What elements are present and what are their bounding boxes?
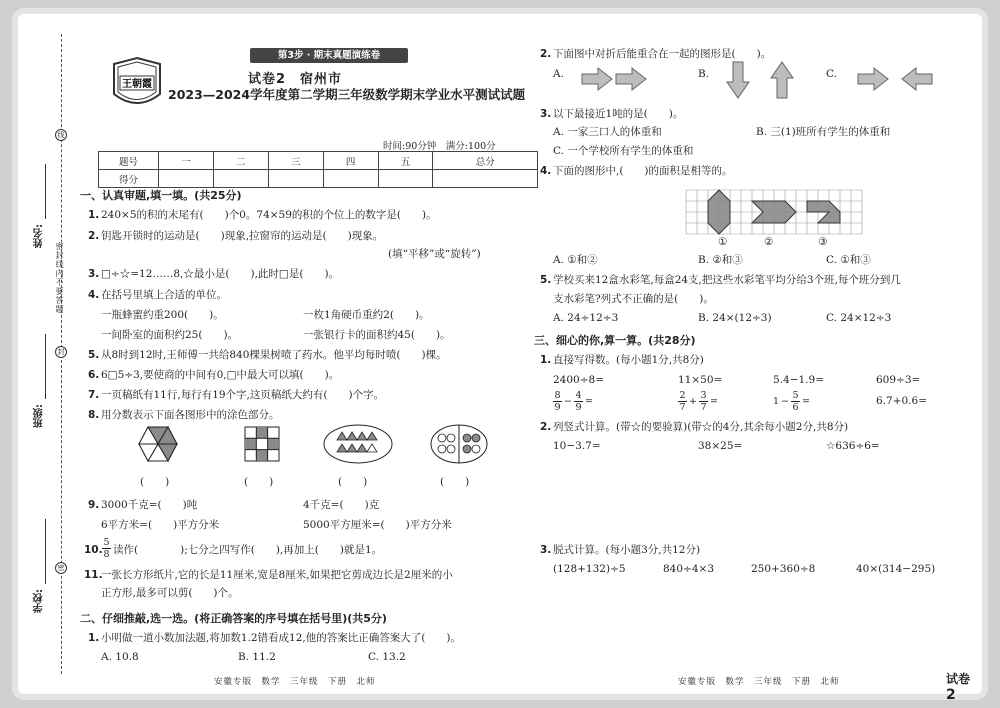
score-header-cell: 题号 [99, 152, 159, 170]
seal-mark: 封 [55, 346, 67, 358]
s1-q9-c: 6平方米=( )平方分米 [101, 519, 220, 531]
s2-q1-opt[interactable]: A. 10.8 [101, 651, 139, 663]
s2-q5-a: 学校买来12盒水彩笔,每盒24支,把这些水彩笔平均分给3个班,每个班分到几 [553, 274, 901, 286]
area-grid-figure [684, 188, 864, 236]
score-table [98, 151, 538, 188]
s2-q4-opt[interactable]: C. ①和③ [826, 254, 871, 266]
q-number: 2. [88, 230, 100, 242]
score-cell[interactable] [213, 170, 268, 188]
q-number: 3. [540, 544, 552, 556]
page-number: 试卷 2 [946, 672, 971, 703]
vertical-calc-item: 38×25= [698, 440, 743, 452]
arrows-same-direction-icon [580, 66, 650, 92]
s3-q1: 直接写得数。(每小题1分,共8分) [553, 354, 704, 366]
s1-q9-a: 3000千克=( )吨 [101, 499, 198, 511]
score-cell[interactable] [433, 170, 538, 188]
grid-square-figure [244, 426, 280, 462]
s2-q3: 以下最接近1吨的是( )。 [553, 108, 684, 120]
s2-q2-opt-a[interactable]: A. [553, 68, 564, 80]
q-number: 3. [88, 268, 100, 280]
calc-item: 5.4−1.9= [773, 374, 824, 386]
class-writing-line [45, 334, 46, 399]
score-cell[interactable] [323, 170, 378, 188]
q8-answer-blank[interactable]: ( ) [338, 476, 368, 488]
score-header-cell: 三 [268, 152, 323, 170]
s1-q1: 240×5的积的末尾有( )个0。74×59的积的个位上的数字是( )。 [101, 209, 437, 221]
q-number: 1. [540, 354, 552, 366]
q-number: 2. [540, 48, 552, 60]
s2-q1-opt[interactable]: B. 11.2 [238, 651, 276, 663]
score-header-cell: 二 [213, 152, 268, 170]
name-label: 姓名: [34, 224, 45, 248]
q-number: 5. [540, 274, 552, 286]
s1-q7: 一页稿纸有11行,每行有19个字,这页稿纸大约有( )个字。 [101, 389, 385, 401]
s1-q3: □÷☆=12……8,☆最小是( ),此时□是( )。 [101, 268, 340, 280]
s2-q5-opt[interactable]: A. 24÷12÷3 [553, 312, 619, 324]
logo-text: 王朝霞 [122, 79, 152, 90]
section3-title: 三、细心的你,算一算。(共28分) [534, 334, 696, 347]
q-number: 8. [88, 409, 100, 421]
s2-q5-opt[interactable]: B. 24×(12÷3) [698, 312, 772, 324]
score-header-cell: 四 [323, 152, 378, 170]
score-row-label: 得分 [99, 170, 159, 188]
stepwise-calc-item: 840÷4×3 [663, 563, 714, 575]
s1-q4-b: 一枚1角硬币重约2( )。 [303, 309, 430, 321]
s1-q9-d: 5000平方厘米=( )平方分米 [303, 519, 452, 531]
time-score-info: 时间:90分钟 满分:100分 [383, 141, 496, 152]
arrows-up-down-icon [725, 60, 795, 100]
s3-q2: 列竖式计算。(带☆的要验算)(带☆的4分,其余每小题2分,共8分) [553, 421, 849, 433]
step-badge: 第3步 · 期末真题演练卷 [250, 48, 408, 63]
q-number: 7. [88, 389, 100, 401]
footer-left: 安徽专版 数学 三年级 下册 北师 [214, 677, 376, 687]
s2-q4-opt[interactable]: A. ①和② [553, 254, 598, 266]
s2-q5-b: 支水彩笔?列式不正确的是( )。 [553, 293, 714, 305]
figure-label: ① [718, 236, 728, 248]
line-mark: 线 [55, 129, 67, 141]
q10-fraction: 5 8 [103, 537, 110, 560]
q-number: 11. [84, 569, 103, 581]
figure-label: ② [764, 236, 774, 248]
mi-mark: 密 [55, 562, 67, 574]
frac-calc-1: 8 9 − $\frac{4}{9}$ = [554, 390, 593, 413]
score-cell[interactable] [378, 170, 433, 188]
seal-note: 密封线内不要答题 [55, 242, 64, 314]
triangles-oval-figure [323, 424, 393, 464]
q8-answer-blank[interactable]: ( ) [244, 476, 274, 488]
q-number: 1. [88, 209, 100, 221]
q-number: 6. [88, 369, 100, 381]
stepwise-calc-item: (128+132)÷5 [553, 563, 626, 575]
s2-q4-opt[interactable]: B. ②和③ [698, 254, 743, 266]
s1-q6: 6□5÷3,要使商的中间有0,□中最大可以填( )。 [101, 369, 340, 381]
s2-q3-opt[interactable]: C. 一个学校所有学生的体重和 [553, 145, 694, 157]
s1-q9-b: 4千克=( )克 [303, 499, 380, 511]
paper-sheet [18, 14, 982, 703]
s2-q1: 小明做一道小数加法题,将加数1.2错看成12,他的答案比正确答案大了( )。 [101, 632, 461, 644]
footer-right: 安徽专版 数学 三年级 下册 北师 [678, 677, 840, 687]
q-number: 1. [88, 632, 100, 644]
s1-q4-d: 一张银行卡的面积约45( )。 [303, 329, 451, 341]
s1-q10: 读作( );七分之四写作( ),再加上( )就是1。 [113, 544, 383, 556]
s2-q1-opt[interactable]: C. 13.2 [368, 651, 406, 663]
exam-subtitle: 2023—2024学年度第二学期三年级数学期末学业水平测试试题 [168, 87, 526, 102]
score-header-cell: 总分 [433, 152, 538, 170]
vertical-calc-item: 10−3.7= [553, 440, 601, 452]
q-number: 9. [88, 499, 100, 511]
frac-calc-3: 1 − $\frac{5}{6}$ = [773, 390, 810, 413]
s2-q3-opt[interactable]: B. 三(1)班所有学生的体重和 [756, 126, 891, 138]
calc-item: 609÷3= [876, 374, 921, 386]
vertical-calc-item: ☆636÷6= [826, 440, 880, 452]
s2-q2-opt-b[interactable]: B. [698, 68, 710, 80]
name-writing-line [45, 164, 46, 219]
calc-item: 11×50= [678, 374, 723, 386]
circles-oval-figure [430, 424, 488, 464]
stepwise-calc-item: 250+360÷8 [751, 563, 816, 575]
s1-q8: 用分数表示下面各图形中的涂色部分。 [101, 409, 280, 421]
score-row [99, 170, 538, 188]
frac-calc-2: 2 7 + $\frac{3}{7}$ = [679, 390, 718, 413]
publisher-logo [106, 56, 168, 114]
stepwise-calc-item: 40×(314−295) [856, 563, 936, 575]
binding-column [18, 14, 78, 694]
s1-q11-b: 正方形,最多可以剪( )个。 [101, 587, 239, 599]
class-label: 班级: [34, 404, 45, 428]
score-header-cell: 五 [378, 152, 433, 170]
s1-q4: 在括号里填上合适的单位。 [101, 289, 227, 301]
q-number: 3. [540, 108, 552, 120]
q8-answer-blank[interactable]: ( ) [140, 476, 170, 488]
s2-q5-opt[interactable]: C. 24×12÷3 [826, 312, 892, 324]
arrows-facing-icon [856, 66, 936, 92]
q-number: 10. [84, 544, 103, 556]
q-number: 4. [540, 165, 552, 177]
s2-q4: 下面的图形中,( )的面积是相等的。 [553, 165, 733, 177]
school-writing-line [45, 519, 46, 584]
section2-title: 二、仔细推敲,选一选。(将正确答案的序号填在括号里)(共5分) [80, 612, 387, 625]
s1-q4-a: 一瓶蜂蜜约重200( )。 [101, 309, 224, 321]
s2-q2-opt-c[interactable]: C. [826, 68, 837, 80]
q8-answer-blank[interactable]: ( ) [440, 476, 470, 488]
score-header-row [99, 152, 538, 170]
s1-q2: 钥匙开锁时的运动是( )现象,拉窗帘的运动是( )现象。 [101, 230, 384, 242]
calc-item: 6.7+0.6= [876, 395, 927, 407]
s1-q5: 从8时到12时,王师傅一共给840棵果树喷了药水。他平均每时喷( )棵。 [101, 349, 447, 361]
q-number: 5. [88, 349, 100, 361]
s1-q2-hint: (填“平移”或“旋转”) [388, 248, 481, 260]
s3-q3: 脱式计算。(每小题3分,共12分) [553, 544, 701, 556]
s2-q2: 下面图中对折后能重合在一起的图形是( )。 [553, 48, 772, 60]
school-label: 学校: [34, 589, 45, 613]
score-cell[interactable] [159, 170, 214, 188]
q-number: 4. [88, 289, 100, 301]
score-cell[interactable] [268, 170, 323, 188]
score-header-cell: 一 [159, 152, 214, 170]
exam-title: 试卷2 宿州市 [248, 72, 343, 87]
calc-item: 2400÷8= [553, 374, 604, 386]
s1-q11-a: 一张长方形纸片,它的长是11厘米,宽是8厘米,如果把它剪成边长是2厘米的小 [101, 569, 453, 581]
section1-title: 一、认真审题,填一填。(共25分) [80, 189, 242, 202]
q-number: 2. [540, 421, 552, 433]
figure-label: ③ [818, 236, 828, 248]
hexagon-figure [138, 426, 178, 462]
s1-q4-c: 一间卧室的面积约25( )。 [101, 329, 239, 341]
s2-q3-opt[interactable]: A. 一家三口人的体重和 [553, 126, 662, 138]
